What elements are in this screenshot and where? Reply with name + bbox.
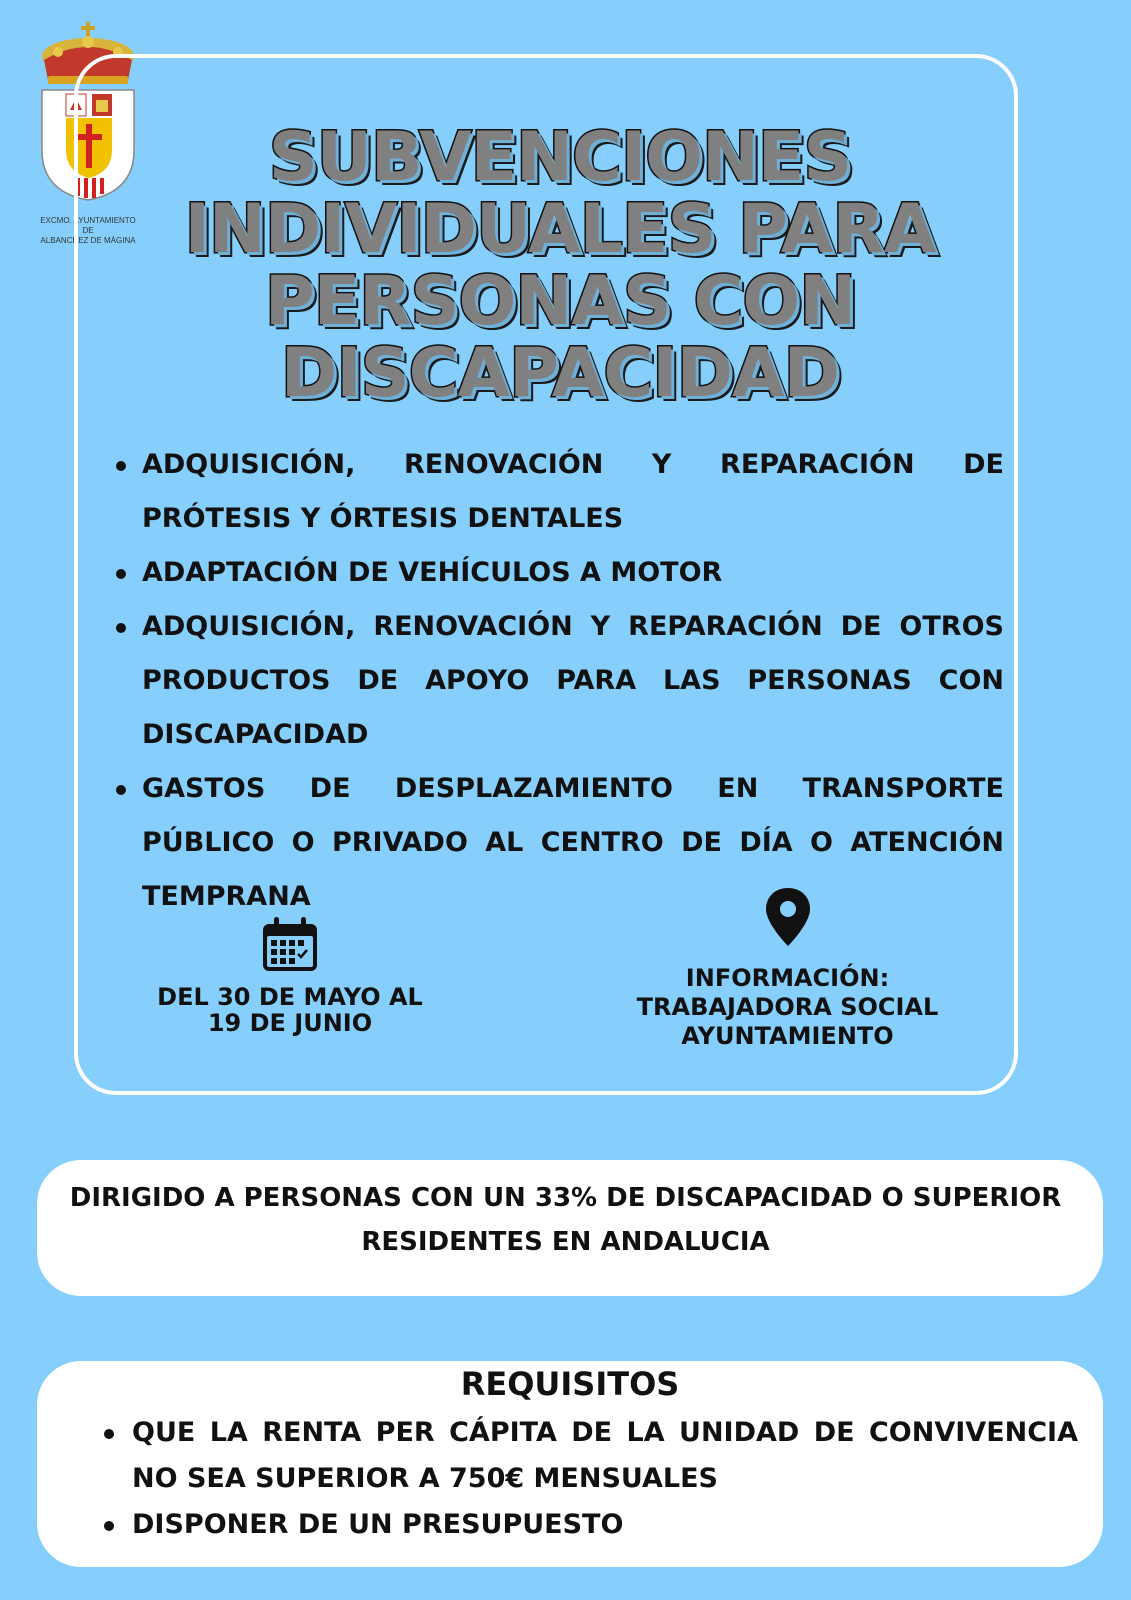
title-line: PERSONAS CON [264, 262, 856, 341]
info-line: INFORMACIÓN: [685, 964, 890, 992]
list-item: DISPONER DE UN PRESUPUESTO [102, 1502, 1078, 1548]
info-block [610, 886, 965, 1051]
logo-caption-line: ALBANCHEZ DE MÁGINA [40, 236, 136, 245]
date-block [140, 916, 440, 1036]
list-item: ADQUISICIÓN, RENOVACIÓN Y REPARACIÓN DE PRÓTESIS Y ÓRTESIS DENTALES [112, 438, 1004, 546]
info-line: TRABAJADORA SOCIAL [636, 993, 939, 1021]
target-line: RESIDENTES EN ANDALUCIA [361, 1227, 770, 1257]
target-line: DIRIGIDO A PERSONAS CON UN 33% DE DISCAPACIDAD O SUPERIOR [69, 1183, 1062, 1213]
list-item: QUE LA RENTA PER CÁPITA DE LA UNIDAD DE CONVIVENCIA NO SEA SUPERIOR A 750€ MENSUALES [102, 1410, 1078, 1502]
info-line: AYUNTAMIENTO [681, 1022, 894, 1050]
calendar-icon [260, 916, 320, 974]
requirements-list [102, 1410, 1078, 1548]
date-line: DEL 30 DE MAYO AL [157, 983, 423, 1011]
date-line: 19 DE JUNIO [207, 1009, 373, 1037]
subsidy-list [112, 438, 1004, 924]
date-range [140, 984, 440, 1036]
list-item: ADQUISICIÓN, RENOVACIÓN Y REPARACIÓN DE OTROS PRODUCTOS DE APOYO PARA LAS PERSONAS CON DISCAPACIDAD [112, 600, 1004, 762]
info-contact [610, 964, 965, 1051]
title-line: INDIVIDUALES PARA [184, 190, 936, 269]
map-pin-icon [763, 886, 813, 948]
requirements-title: REQUISITOS [460, 1365, 680, 1403]
list-item: GASTOS DE DESPLAZAMIENTO EN TRANSPORTE PÚBLICO O PRIVADO AL CENTRO DE DÍA O ATENCIÓN TEMPRANA [112, 762, 1004, 924]
target-audience-text [0, 1176, 1131, 1264]
logo-caption-line: EXCMO. AYUNTAMIENTO DE [40, 216, 136, 235]
title-line: SUBVENCIONES [268, 118, 852, 197]
title-line: DISCAPACIDAD [280, 334, 840, 413]
page-title [130, 118, 990, 413]
list-item: ADAPTACIÓN DE VEHÍCULOS A MOTOR [112, 546, 1004, 600]
